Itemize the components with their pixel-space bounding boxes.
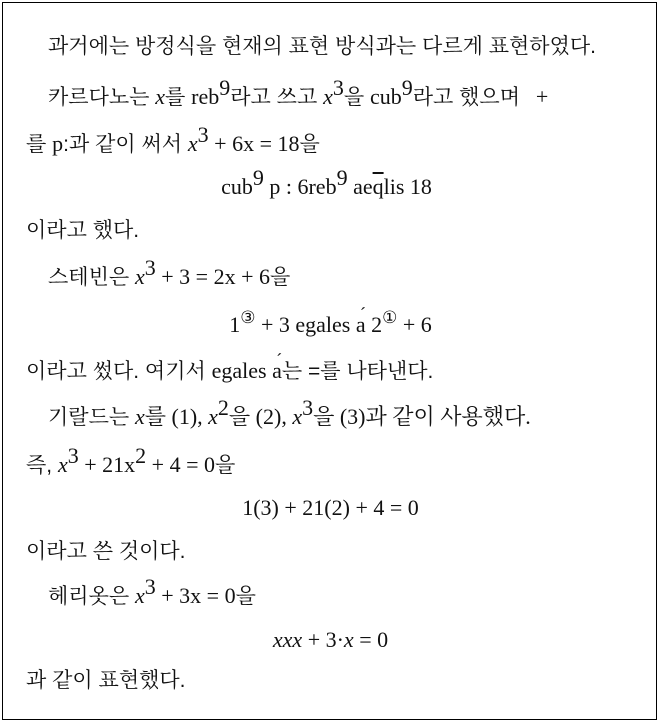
circled-3: ③ [240, 308, 256, 327]
p-symbol: p [52, 131, 64, 156]
text: 라고 했으며 [412, 86, 526, 109]
harriot-formula [0, 627, 661, 654]
sup-2: 2 [135, 443, 147, 468]
cub-symbol: cub [221, 174, 253, 199]
text: 을 [214, 454, 236, 477]
sup-3: 3 [332, 75, 344, 100]
text: 를 (1), [144, 404, 209, 429]
stevin-formula [0, 308, 661, 339]
cardano-formula [0, 165, 661, 201]
stevin-end [26, 358, 433, 385]
intro-line: 과거에는 방정식을 현재의 표현 방식과는 다르게 표현하였다. [48, 35, 596, 58]
text: 을 (3)과 같이 사용했다. [313, 404, 531, 429]
egales: egales [211, 358, 273, 383]
equation-part: + 21x [78, 452, 136, 477]
lis-18: lis 18 [383, 174, 432, 199]
text: 카르다노는 [48, 86, 156, 109]
sup-9: 9 [219, 75, 231, 100]
text: :과 같이 써서 [63, 133, 188, 156]
plus-6: + 6 [397, 312, 432, 337]
text: 를 [26, 133, 53, 156]
var-x: x [134, 583, 145, 608]
var-x: x [57, 452, 68, 477]
text: 을 (2), [228, 404, 293, 429]
girard-formula: 1(3) + 21(2) + 4 = 0 [242, 495, 419, 520]
sup-3: 3 [144, 255, 156, 280]
xxx: xxx [272, 627, 303, 652]
cardano-line-2 [26, 122, 320, 158]
harriot-end: 과 같이 표현했다. [26, 669, 186, 692]
var-x: x [343, 627, 354, 652]
text: 을 [299, 133, 320, 156]
var-x: x [292, 404, 303, 429]
plus-symbol: + [535, 84, 549, 109]
girard-end: 이라고 쓴 것이다. [26, 540, 186, 563]
equation-rest: + 3 = 2x + 6 [155, 264, 270, 289]
p-reb: p : 6reb [263, 174, 337, 199]
two: 2 [365, 312, 383, 337]
cub-symbol: cub [369, 84, 402, 109]
a-acute: ´ a [356, 312, 366, 338]
var-x: x [187, 131, 198, 156]
sup-3: 3 [144, 574, 156, 599]
a-acute: ´ a [272, 358, 282, 384]
plus-3: + 3· [302, 627, 344, 652]
text: 를 [165, 86, 192, 109]
text: 헤리옷은 [48, 585, 135, 608]
one: 1 [229, 312, 241, 337]
girard-line [48, 395, 531, 431]
stevin-line [48, 255, 291, 291]
equals-zero: = 0 [353, 627, 389, 652]
var-x: x [208, 404, 218, 429]
text: 라고 쓰고 [230, 86, 324, 109]
q-overline: $\overline{q}$ [372, 174, 384, 199]
harriot-line [48, 574, 256, 610]
text: 는 =를 나타낸다. [281, 360, 434, 383]
girard-line-2 [26, 443, 236, 479]
text: 이라고 썼다. 여기서 [26, 360, 212, 383]
equation-part: + 4 = 0 [146, 452, 215, 477]
reb-symbol: reb [191, 84, 220, 109]
sup-9: 9 [401, 75, 413, 100]
sup-3: 3 [197, 122, 209, 147]
sup-3: 3 [302, 395, 314, 420]
sup-3: 3 [67, 443, 79, 468]
sup-2: 2 [217, 395, 229, 420]
equation-rest: + 3x = 0 [155, 583, 236, 608]
text: 을 [269, 266, 291, 289]
var-x: x [323, 84, 333, 109]
text: 을 [343, 86, 370, 109]
text: 스테빈은 [48, 266, 135, 289]
var-x: x [134, 404, 145, 429]
var-x: x [155, 84, 166, 109]
sup-9: 9 [336, 165, 348, 190]
sup-9: 9 [252, 165, 264, 190]
text: 을 [235, 585, 256, 608]
text: 즉, [26, 454, 58, 477]
cardano-end: 이라고 했다. [26, 219, 140, 242]
cardano-line [48, 75, 549, 111]
text: 기랄드는 [48, 406, 135, 429]
circled-1: ① [382, 308, 398, 327]
var-x: x [134, 264, 145, 289]
ae: ae [347, 174, 373, 199]
equation-rest: + 6x = 18 [208, 131, 300, 156]
plus-3-egales: + 3 egales [255, 312, 356, 337]
